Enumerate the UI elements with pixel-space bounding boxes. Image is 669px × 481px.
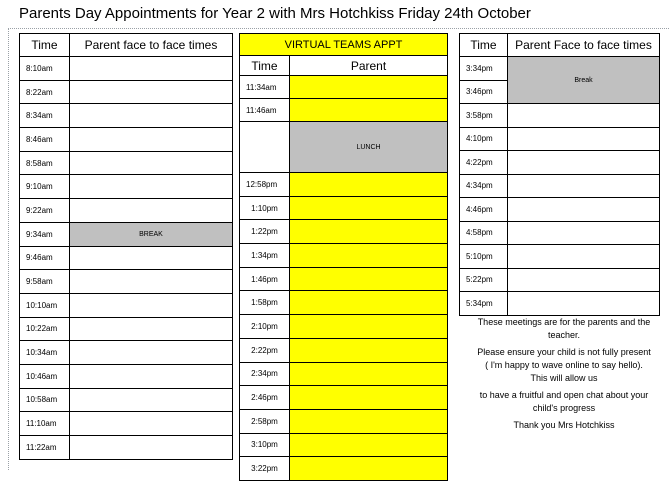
table-row bbox=[460, 104, 660, 128]
table-row bbox=[20, 246, 233, 270]
time-cell: 3:34pm bbox=[460, 57, 508, 81]
parent-slot[interactable] bbox=[70, 199, 233, 223]
table-row bbox=[20, 412, 233, 436]
notes-signoff: Thank you Mrs Hotchkiss bbox=[513, 420, 615, 430]
table-row bbox=[20, 151, 233, 175]
parent-slot[interactable] bbox=[508, 268, 660, 292]
notes-line-1: These meetings are for the parents and the teacher. bbox=[477, 317, 651, 340]
time-header: Time bbox=[460, 34, 508, 57]
table-row bbox=[460, 151, 660, 175]
time-cell: 4:34pm bbox=[460, 174, 508, 198]
table-row bbox=[240, 386, 448, 410]
time-cell: 5:34pm bbox=[460, 292, 508, 316]
table-row bbox=[20, 436, 233, 460]
page-margin-horizontal bbox=[8, 28, 669, 29]
table-row bbox=[240, 244, 448, 268]
table-row bbox=[460, 127, 660, 151]
parent-slot[interactable] bbox=[70, 412, 233, 436]
parent-slot[interactable] bbox=[290, 99, 448, 122]
virtual-teams-banner: VIRTUAL TEAMS APPT bbox=[240, 34, 448, 56]
time-cell: 10:46am bbox=[20, 364, 70, 388]
table-row bbox=[240, 315, 448, 339]
time-cell: 10:58am bbox=[20, 388, 70, 412]
lunch-cell: LUNCH bbox=[290, 122, 448, 173]
time-cell: 8:46am bbox=[20, 128, 70, 152]
parent-notes bbox=[476, 316, 652, 436]
time-cell: 11:22am bbox=[20, 436, 70, 460]
time-cell: 4:10pm bbox=[460, 127, 508, 151]
parent-slot[interactable] bbox=[508, 221, 660, 245]
table-row bbox=[460, 57, 660, 81]
parent-slot[interactable] bbox=[70, 317, 233, 341]
time-cell: 9:22am bbox=[20, 199, 70, 223]
time-cell: 4:58pm bbox=[460, 221, 508, 245]
table-row bbox=[20, 222, 233, 246]
table-row bbox=[20, 57, 233, 81]
time-cell: 3:58pm bbox=[460, 104, 508, 128]
parent-slot[interactable] bbox=[290, 409, 448, 433]
time-cell: 2:58pm bbox=[240, 409, 290, 433]
time-cell: 1:46pm bbox=[240, 267, 290, 291]
table-row bbox=[240, 99, 448, 122]
break-cell: Break bbox=[508, 57, 660, 104]
time-cell: 8:34am bbox=[20, 104, 70, 128]
parent-slot[interactable] bbox=[290, 362, 448, 386]
time-cell: 8:58am bbox=[20, 151, 70, 175]
time-cell: 9:34am bbox=[20, 222, 70, 246]
page-margin-vertical bbox=[8, 28, 9, 470]
parent-slot[interactable] bbox=[508, 127, 660, 151]
table-row bbox=[240, 457, 448, 481]
parent-slot[interactable] bbox=[508, 174, 660, 198]
parent-slot[interactable] bbox=[290, 386, 448, 410]
notes-line-3: to have a fruitful and open chat about your child's progress bbox=[479, 390, 649, 413]
face-to-face-afternoon-table bbox=[459, 33, 660, 316]
table-row bbox=[20, 104, 233, 128]
time-header: Time bbox=[240, 56, 290, 76]
parent-slot[interactable] bbox=[70, 270, 233, 294]
time-cell: 2:22pm bbox=[240, 338, 290, 362]
parent-slot[interactable] bbox=[70, 151, 233, 175]
table-row bbox=[20, 293, 233, 317]
parent-slot[interactable] bbox=[508, 104, 660, 128]
parent-slot[interactable] bbox=[70, 388, 233, 412]
time-cell: 9:46am bbox=[20, 246, 70, 270]
time-cell: 1:34pm bbox=[240, 244, 290, 268]
time-cell: 2:34pm bbox=[240, 362, 290, 386]
parent-slot[interactable] bbox=[290, 315, 448, 339]
parent-header: Parent bbox=[290, 56, 448, 76]
notes-line-2: Please ensure your child is not fully present ( I'm happy to wave online to say hello). This will allow us bbox=[477, 347, 651, 383]
parent-header: Parent Face to face times bbox=[508, 34, 660, 57]
parent-slot[interactable] bbox=[290, 173, 448, 197]
parent-slot[interactable] bbox=[508, 151, 660, 175]
parent-slot[interactable] bbox=[290, 76, 448, 99]
page-title: Parents Day Appointments for Year 2 with Mrs Hotchkiss Friday 24th October bbox=[19, 5, 531, 22]
parent-slot[interactable] bbox=[508, 198, 660, 222]
time-cell: 2:46pm bbox=[240, 386, 290, 410]
table-row bbox=[240, 220, 448, 244]
table-row bbox=[240, 267, 448, 291]
table-row bbox=[20, 317, 233, 341]
time-cell: 10:34am bbox=[20, 341, 70, 365]
time-cell: 4:46pm bbox=[460, 198, 508, 222]
table-row bbox=[240, 173, 448, 197]
time-cell: 12:58pm bbox=[240, 173, 290, 197]
time-cell: 3:46pm bbox=[460, 80, 508, 104]
table-row bbox=[20, 364, 233, 388]
table-row bbox=[240, 122, 448, 173]
time-cell: 8:10am bbox=[20, 57, 70, 81]
parent-header: Parent face to face times bbox=[70, 34, 233, 57]
time-cell: 3:22pm bbox=[240, 457, 290, 481]
time-cell: 10:22am bbox=[20, 317, 70, 341]
time-header: Time bbox=[20, 34, 70, 57]
parent-slot[interactable] bbox=[290, 433, 448, 457]
parent-slot[interactable] bbox=[508, 245, 660, 269]
time-cell: 1:10pm bbox=[240, 196, 290, 220]
time-cell: 11:34am bbox=[240, 76, 290, 99]
parent-slot[interactable] bbox=[290, 338, 448, 362]
table-row bbox=[20, 175, 233, 199]
time-cell: 9:10am bbox=[20, 175, 70, 199]
parent-slot[interactable] bbox=[70, 128, 233, 152]
time-cell: 11:10am bbox=[20, 412, 70, 436]
parent-slot[interactable] bbox=[70, 246, 233, 270]
table-row bbox=[240, 291, 448, 315]
table-row bbox=[460, 221, 660, 245]
parent-slot[interactable] bbox=[290, 457, 448, 481]
time-cell: 3:10pm bbox=[240, 433, 290, 457]
parent-slot[interactable] bbox=[70, 104, 233, 128]
time-cell: 11:46am bbox=[240, 99, 290, 122]
table-row bbox=[20, 341, 233, 365]
table-row bbox=[460, 198, 660, 222]
parent-slot[interactable] bbox=[70, 175, 233, 199]
break-cell: BREAK bbox=[70, 222, 233, 246]
table-row bbox=[460, 174, 660, 198]
table-row bbox=[240, 76, 448, 99]
time-cell: 1:22pm bbox=[240, 220, 290, 244]
table-row bbox=[240, 196, 448, 220]
table-row bbox=[240, 433, 448, 457]
parent-slot[interactable] bbox=[70, 341, 233, 365]
parent-slot[interactable] bbox=[70, 57, 233, 81]
time-cell: 2:10pm bbox=[240, 315, 290, 339]
parent-slot[interactable] bbox=[290, 291, 448, 315]
parent-slot[interactable] bbox=[290, 244, 448, 268]
parent-slot[interactable] bbox=[70, 293, 233, 317]
table-row bbox=[20, 128, 233, 152]
table-row bbox=[20, 388, 233, 412]
parent-slot[interactable] bbox=[508, 292, 660, 316]
time-cell: 9:58am bbox=[20, 270, 70, 294]
parent-slot[interactable] bbox=[290, 220, 448, 244]
time-cell: 4:22pm bbox=[460, 151, 508, 175]
table-row bbox=[460, 245, 660, 269]
table-row bbox=[240, 409, 448, 433]
parent-slot[interactable] bbox=[70, 436, 233, 460]
time-cell: 5:10pm bbox=[460, 245, 508, 269]
face-to-face-morning-table bbox=[19, 33, 233, 460]
time-cell: 1:58pm bbox=[240, 291, 290, 315]
time-cell: 10:10am bbox=[20, 293, 70, 317]
table-row bbox=[240, 338, 448, 362]
table-row bbox=[240, 362, 448, 386]
parent-slot[interactable] bbox=[70, 364, 233, 388]
time-cell: 8:22am bbox=[20, 80, 70, 104]
table-row bbox=[20, 80, 233, 104]
parent-slot[interactable] bbox=[290, 196, 448, 220]
virtual-teams-table bbox=[239, 33, 448, 481]
table-row bbox=[20, 270, 233, 294]
table-row bbox=[460, 292, 660, 316]
time-cell: 5:22pm bbox=[460, 268, 508, 292]
table-row bbox=[20, 199, 233, 223]
parent-slot[interactable] bbox=[290, 267, 448, 291]
table-row bbox=[460, 268, 660, 292]
time-cell bbox=[240, 122, 290, 173]
parent-slot[interactable] bbox=[70, 80, 233, 104]
